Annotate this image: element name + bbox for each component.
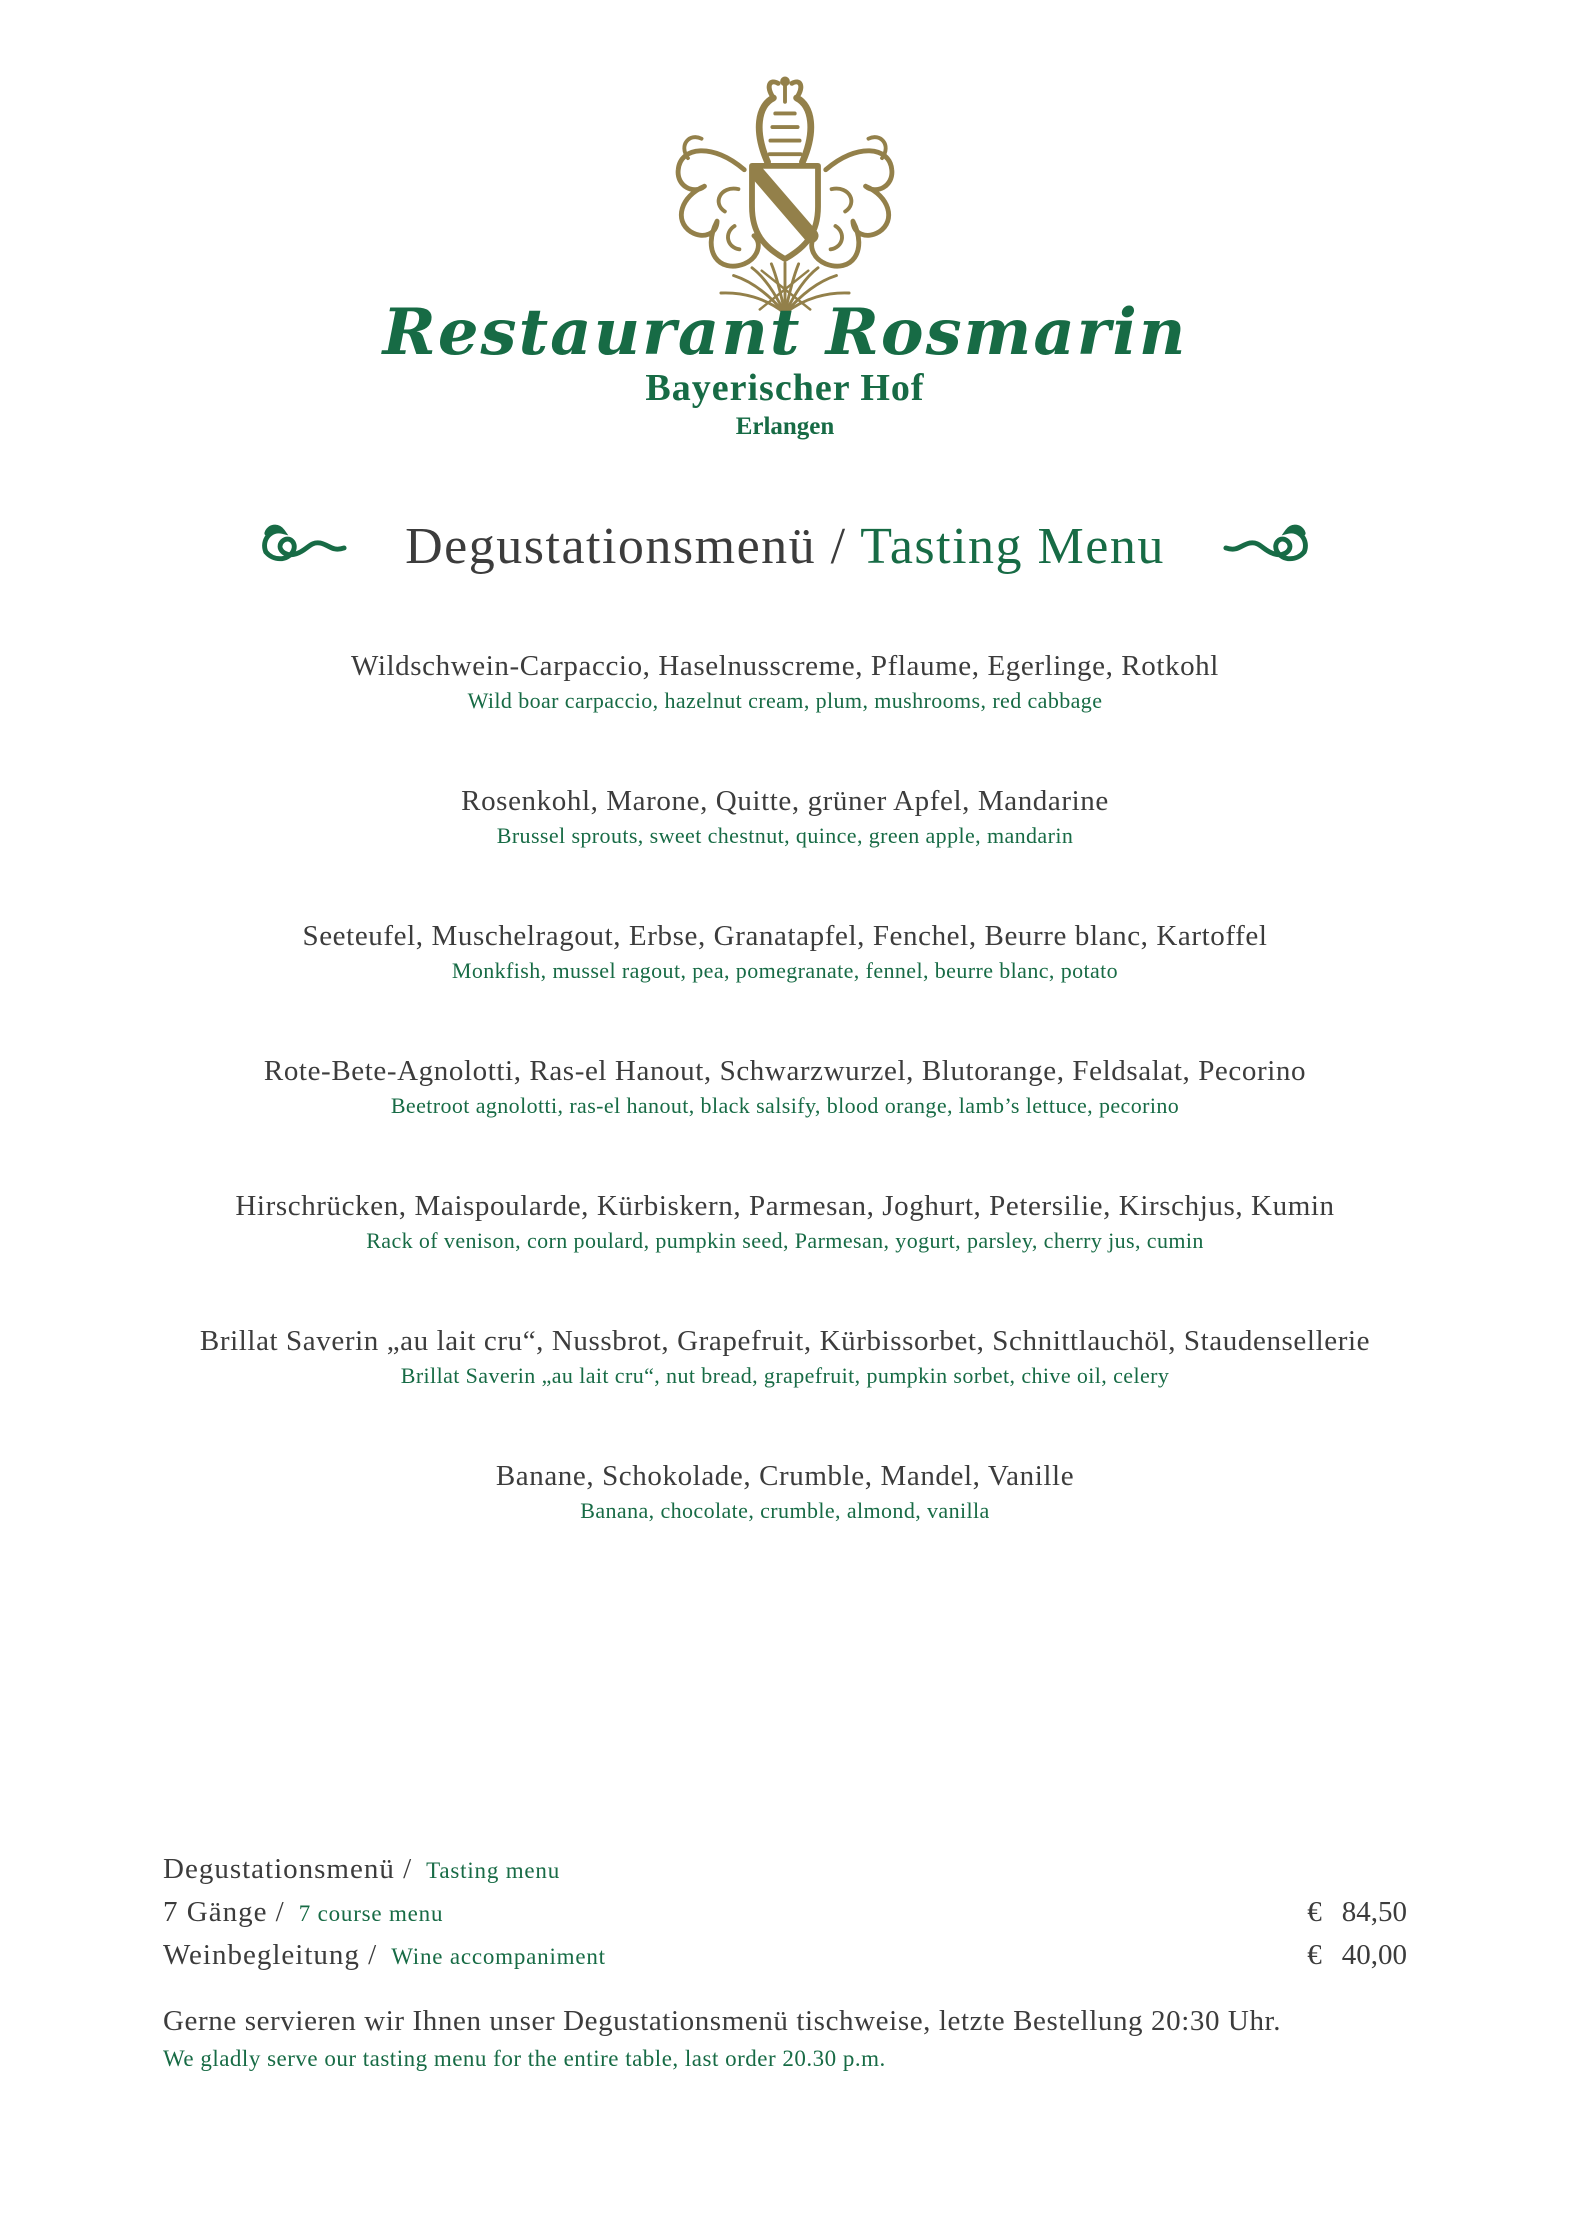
service-note-de: Gerne servieren wir Ihnen unser Degustationsmenü tischweise, letzte Bestellung 20:30 Uhr. <box>163 2005 1282 2037</box>
course-name-de: Rosenkohl, Marone, Quitte, grüner Apfel, Mandarine <box>461 785 1109 817</box>
course-name-en: Wild boar carpaccio, hazelnut cream, plum, mushrooms, red cabbage <box>467 688 1103 714</box>
price-amount: 40,00 <box>1341 1939 1407 1971</box>
course-item-4 <box>0 1055 1570 1190</box>
pricing-row-menu <box>163 1893 1407 1936</box>
course-name-de: Wildschwein-Carpaccio, Haselnusscreme, Pflaume, Egerlinge, Rotkohl <box>351 650 1219 682</box>
pricing-label-en: 7 course menu <box>298 1901 444 1926</box>
currency-symbol: € <box>1307 1896 1322 1928</box>
hotel-name: Bayerischer Hof <box>645 367 925 409</box>
menu-title-row <box>0 518 1570 575</box>
pricing-label-de: Weinbegleitung / <box>163 1939 378 1971</box>
city-name: Erlangen <box>735 413 835 440</box>
page-title-en: Tasting Menu <box>860 518 1165 575</box>
course-name-de: Brillat Saverin „au lait cru“, Nussbrot, Grapefruit, Kürbissorbet, Schnittlauchöl, Staudensellerie <box>199 1325 1371 1357</box>
service-note <box>163 2005 1407 2072</box>
course-item-7 <box>0 1460 1570 1595</box>
flourish-right-icon <box>1221 519 1311 575</box>
pricing-heading-en: Tasting menu <box>426 1858 561 1883</box>
brand-header <box>0 70 1570 439</box>
currency-symbol: € <box>1307 1939 1322 1971</box>
restaurant-name: Restaurant Rosmarin <box>382 295 1188 370</box>
course-item-5 <box>0 1190 1570 1325</box>
service-note-en: We gladly serve our tasting menu for the entire table, last order 20.30 p.m. <box>163 2046 886 2071</box>
course-item-6 <box>0 1325 1570 1460</box>
price-wine <box>1307 1936 1407 1975</box>
pricing-heading-de: Degustationsmenü / <box>163 1853 413 1885</box>
course-name-en: Beetroot agnolotti, ras-el hanout, black salsify, blood orange, lamb’s lettuce, pecorino <box>390 1093 1180 1119</box>
page-title-de: Degustationsmenü / <box>405 518 847 575</box>
course-item-3 <box>0 920 1570 1055</box>
price-amount: 84,50 <box>1341 1896 1407 1928</box>
course-name-de: Seeteufel, Muschelragout, Erbse, Granatapfel, Fenchel, Beurre blanc, Kartoffel <box>302 920 1268 952</box>
course-name-en: Brussel sprouts, sweet chestnut, quince, green apple, mandarin <box>496 823 1074 849</box>
page-title <box>405 518 1165 575</box>
course-name-en: Brillat Saverin „au lait cru“, nut bread, grapefruit, pumpkin sorbet, chive oil, celery <box>400 1363 1170 1389</box>
price-menu <box>1307 1893 1407 1932</box>
course-name-de: Banane, Schokolade, Crumble, Mandel, Vanille <box>495 1460 1075 1492</box>
course-name-en: Monkfish, mussel ragout, pea, pomegranate, fennel, beurre blanc, potato <box>451 958 1119 984</box>
course-name-de: Hirschrücken, Maispoularde, Kürbiskern, Parmesan, Joghurt, Petersilie, Kirschjus, Kumin <box>235 1190 1335 1222</box>
course-name-en: Banana, chocolate, crumble, almond, vanilla <box>580 1498 990 1524</box>
pricing-label-de: 7 Gänge / <box>163 1896 285 1928</box>
flourish-left-icon <box>259 519 349 575</box>
coat-of-arms-icon <box>620 70 950 323</box>
course-item-1 <box>0 650 1570 785</box>
course-item-2 <box>0 785 1570 920</box>
course-list <box>0 650 1570 1595</box>
pricing-label-en: Wine accompaniment <box>391 1944 606 1969</box>
pricing-row-wine <box>163 1936 1407 1979</box>
pricing-heading-row <box>163 1850 1407 1893</box>
pricing-section <box>163 1850 1407 1979</box>
course-name-de: Rote-Bete-Agnolotti, Ras-el Hanout, Schwarzwurzel, Blutorange, Feldsalat, Pecorino <box>263 1055 1307 1087</box>
course-name-en: Rack of venison, corn poulard, pumpkin seed, Parmesan, yogurt, parsley, cherry jus, cumin <box>366 1228 1204 1254</box>
